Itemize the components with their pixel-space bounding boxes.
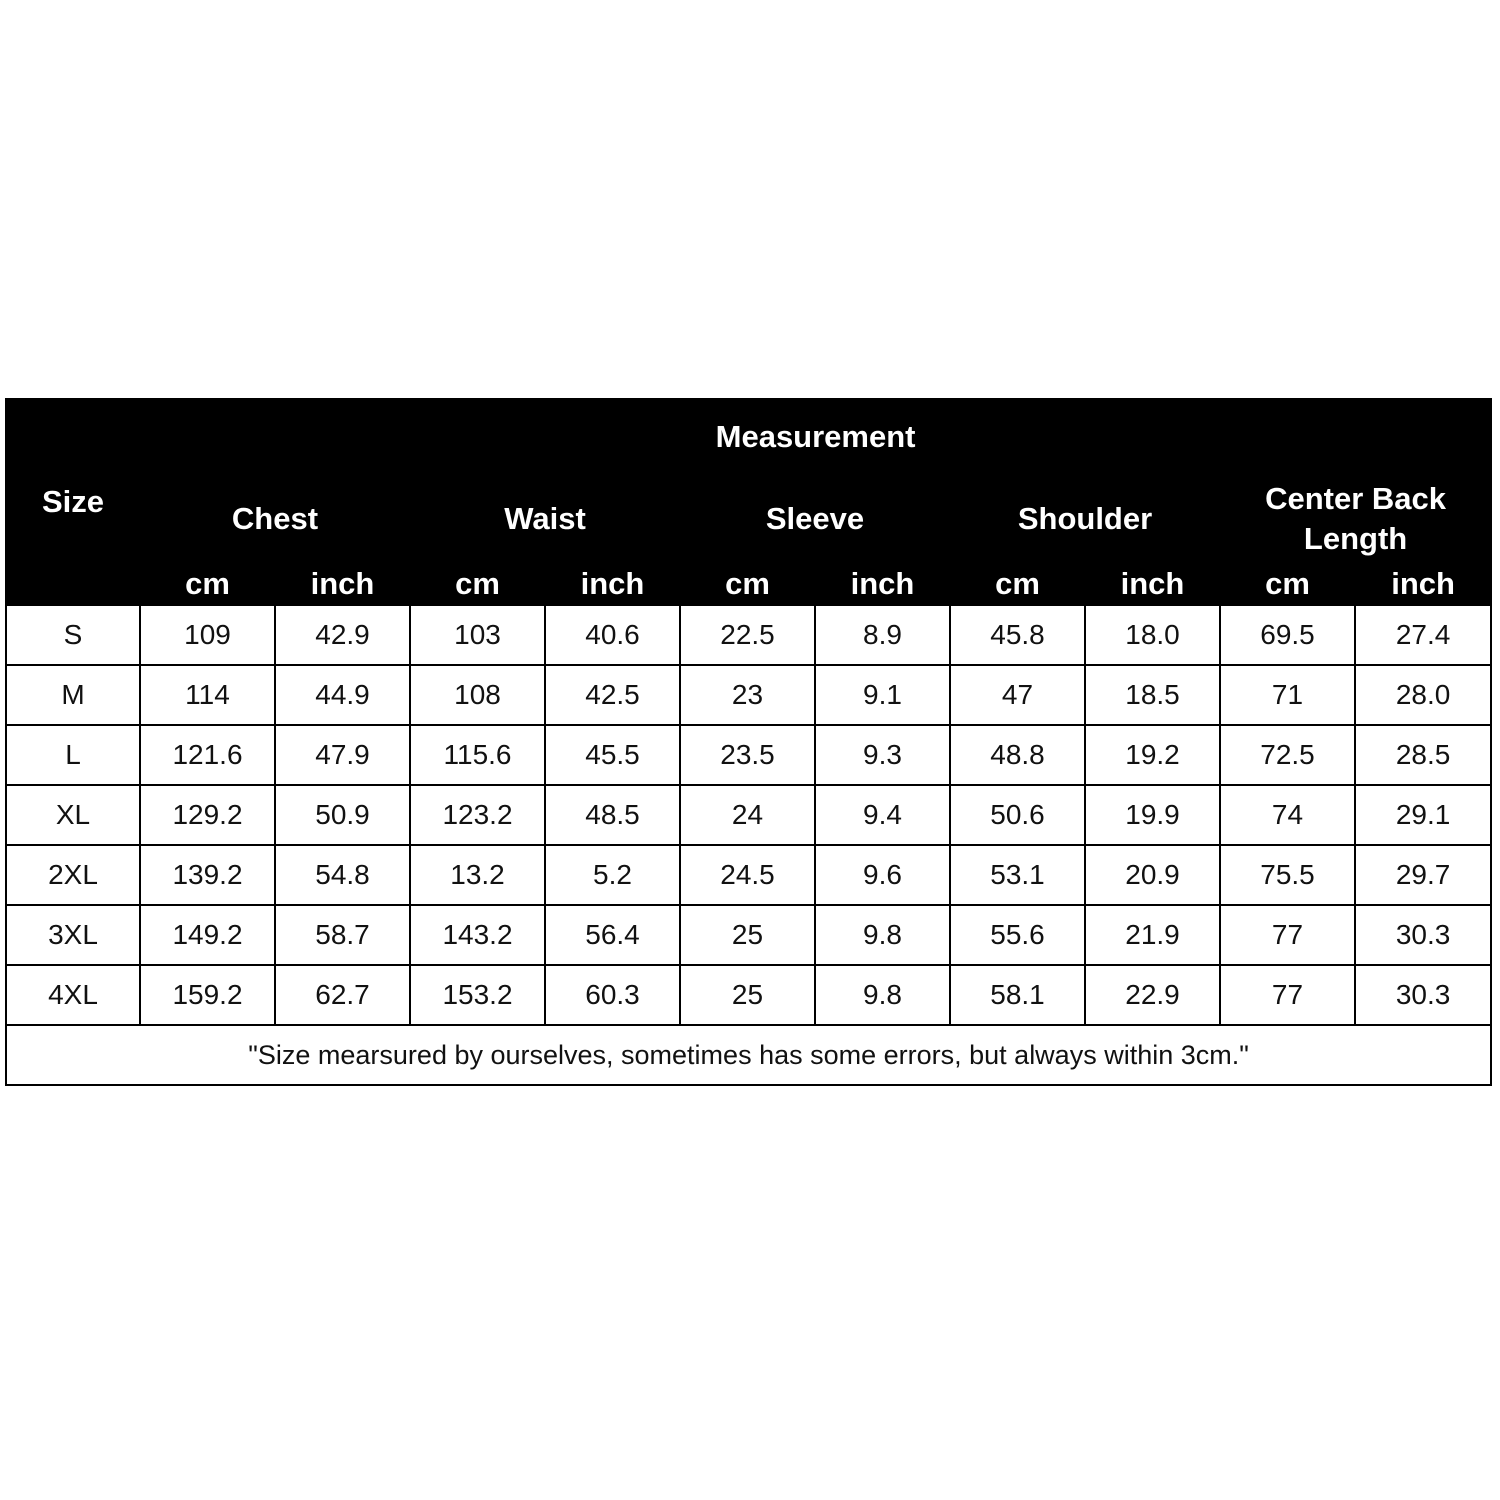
measurement-cell: 58.7 (275, 905, 410, 965)
measurement-cell: 115.6 (410, 725, 545, 785)
measurement-cell: 23.5 (680, 725, 815, 785)
measurement-cell: 69.5 (1220, 605, 1355, 665)
measurement-cell: 9.8 (815, 905, 950, 965)
size-cell: S (6, 605, 140, 665)
measurement-cell: 109 (140, 605, 275, 665)
measurement-cell: 103 (410, 605, 545, 665)
measurement-cell: 58.1 (950, 965, 1085, 1025)
unit-header: inch (1085, 563, 1220, 605)
size-cell: 3XL (6, 905, 140, 965)
measurement-cell: 123.2 (410, 785, 545, 845)
measurement-cell: 48.8 (950, 725, 1085, 785)
size-cell: 4XL (6, 965, 140, 1025)
measurement-cell: 21.9 (1085, 905, 1220, 965)
unit-header: inch (545, 563, 680, 605)
measurement-cell: 56.4 (545, 905, 680, 965)
measurement-cell: 62.7 (275, 965, 410, 1025)
size-chart-body (6, 605, 1491, 1025)
measurement-note: "Size mearsured by ourselves, sometimes has some errors, but always within 3cm." (6, 1025, 1491, 1085)
table-row (6, 665, 1491, 725)
measurement-cell: 13.2 (410, 845, 545, 905)
size-cell: L (6, 725, 140, 785)
measurement-cell: 24.5 (680, 845, 815, 905)
measurement-cell: 9.8 (815, 965, 950, 1025)
measurement-cell: 71 (1220, 665, 1355, 725)
measurement-cell: 129.2 (140, 785, 275, 845)
sleeve-header: Sleeve (680, 475, 950, 563)
measurement-cell: 27.4 (1355, 605, 1491, 665)
unit-header: cm (140, 563, 275, 605)
measurement-cell: 22.9 (1085, 965, 1220, 1025)
measurement-cell: 18.0 (1085, 605, 1220, 665)
measurement-cell: 9.1 (815, 665, 950, 725)
measurement-cell: 139.2 (140, 845, 275, 905)
measurement-cell: 74 (1220, 785, 1355, 845)
chest-header: Chest (140, 475, 410, 563)
measurement-cell: 54.8 (275, 845, 410, 905)
measurement-cell: 20.9 (1085, 845, 1220, 905)
measurement-cell: 47 (950, 665, 1085, 725)
shoulder-header: Shoulder (950, 475, 1220, 563)
measurement-cell: 24 (680, 785, 815, 845)
unit-header: inch (275, 563, 410, 605)
measurement-cell: 9.6 (815, 845, 950, 905)
measurement-cell: 19.9 (1085, 785, 1220, 845)
measurement-cell: 29.7 (1355, 845, 1491, 905)
measurement-cell: 28.0 (1355, 665, 1491, 725)
size-cell: XL (6, 785, 140, 845)
measurement-cell: 77 (1220, 965, 1355, 1025)
measurement-cell: 48.5 (545, 785, 680, 845)
measurement-cell: 25 (680, 965, 815, 1025)
measurement-cell: 9.3 (815, 725, 950, 785)
measurement-cell: 22.5 (680, 605, 815, 665)
size-header: Size (6, 399, 140, 605)
unit-header: cm (1220, 563, 1355, 605)
measurement-cell: 72.5 (1220, 725, 1355, 785)
measurement-cell: 50.6 (950, 785, 1085, 845)
table-row (6, 965, 1491, 1025)
measurement-cell: 42.5 (545, 665, 680, 725)
size-cell: 2XL (6, 845, 140, 905)
waist-header: Waist (410, 475, 680, 563)
table-row (6, 605, 1491, 665)
table-row (6, 725, 1491, 785)
measurement-cell: 42.9 (275, 605, 410, 665)
center-back-length-header: Center Back Length (1220, 475, 1491, 563)
size-cell: M (6, 665, 140, 725)
measurement-cell: 108 (410, 665, 545, 725)
measurement-cell: 60.3 (545, 965, 680, 1025)
measurement-cell: 153.2 (410, 965, 545, 1025)
unit-header: inch (1355, 563, 1491, 605)
measurement-cell: 29.1 (1355, 785, 1491, 845)
measurement-cell: 159.2 (140, 965, 275, 1025)
measurement-cell: 44.9 (275, 665, 410, 725)
measurement-cell: 47.9 (275, 725, 410, 785)
measurement-cell: 45.5 (545, 725, 680, 785)
measurement-cell: 55.6 (950, 905, 1085, 965)
measurement-cell: 8.9 (815, 605, 950, 665)
measurement-cell: 19.2 (1085, 725, 1220, 785)
measurement-cell: 149.2 (140, 905, 275, 965)
unit-header: cm (680, 563, 815, 605)
measurement-header: Measurement (140, 399, 1491, 475)
measurement-cell: 53.1 (950, 845, 1085, 905)
measurement-cell: 77 (1220, 905, 1355, 965)
measurement-cell: 25 (680, 905, 815, 965)
measurement-cell: 30.3 (1355, 965, 1491, 1025)
unit-header: inch (815, 563, 950, 605)
measurement-cell: 18.5 (1085, 665, 1220, 725)
unit-header: cm (410, 563, 545, 605)
size-chart-table (5, 398, 1492, 1086)
unit-header: cm (950, 563, 1085, 605)
measurement-cell: 5.2 (545, 845, 680, 905)
measurement-cell: 28.5 (1355, 725, 1491, 785)
measurement-cell: 50.9 (275, 785, 410, 845)
measurement-cell: 45.8 (950, 605, 1085, 665)
measurement-cell: 143.2 (410, 905, 545, 965)
measurement-cell: 9.4 (815, 785, 950, 845)
measurement-cell: 114 (140, 665, 275, 725)
table-row (6, 845, 1491, 905)
measurement-cell: 75.5 (1220, 845, 1355, 905)
measurement-cell: 23 (680, 665, 815, 725)
table-row (6, 785, 1491, 845)
measurement-cell: 30.3 (1355, 905, 1491, 965)
measurement-cell: 121.6 (140, 725, 275, 785)
table-row (6, 905, 1491, 965)
measurement-cell: 40.6 (545, 605, 680, 665)
